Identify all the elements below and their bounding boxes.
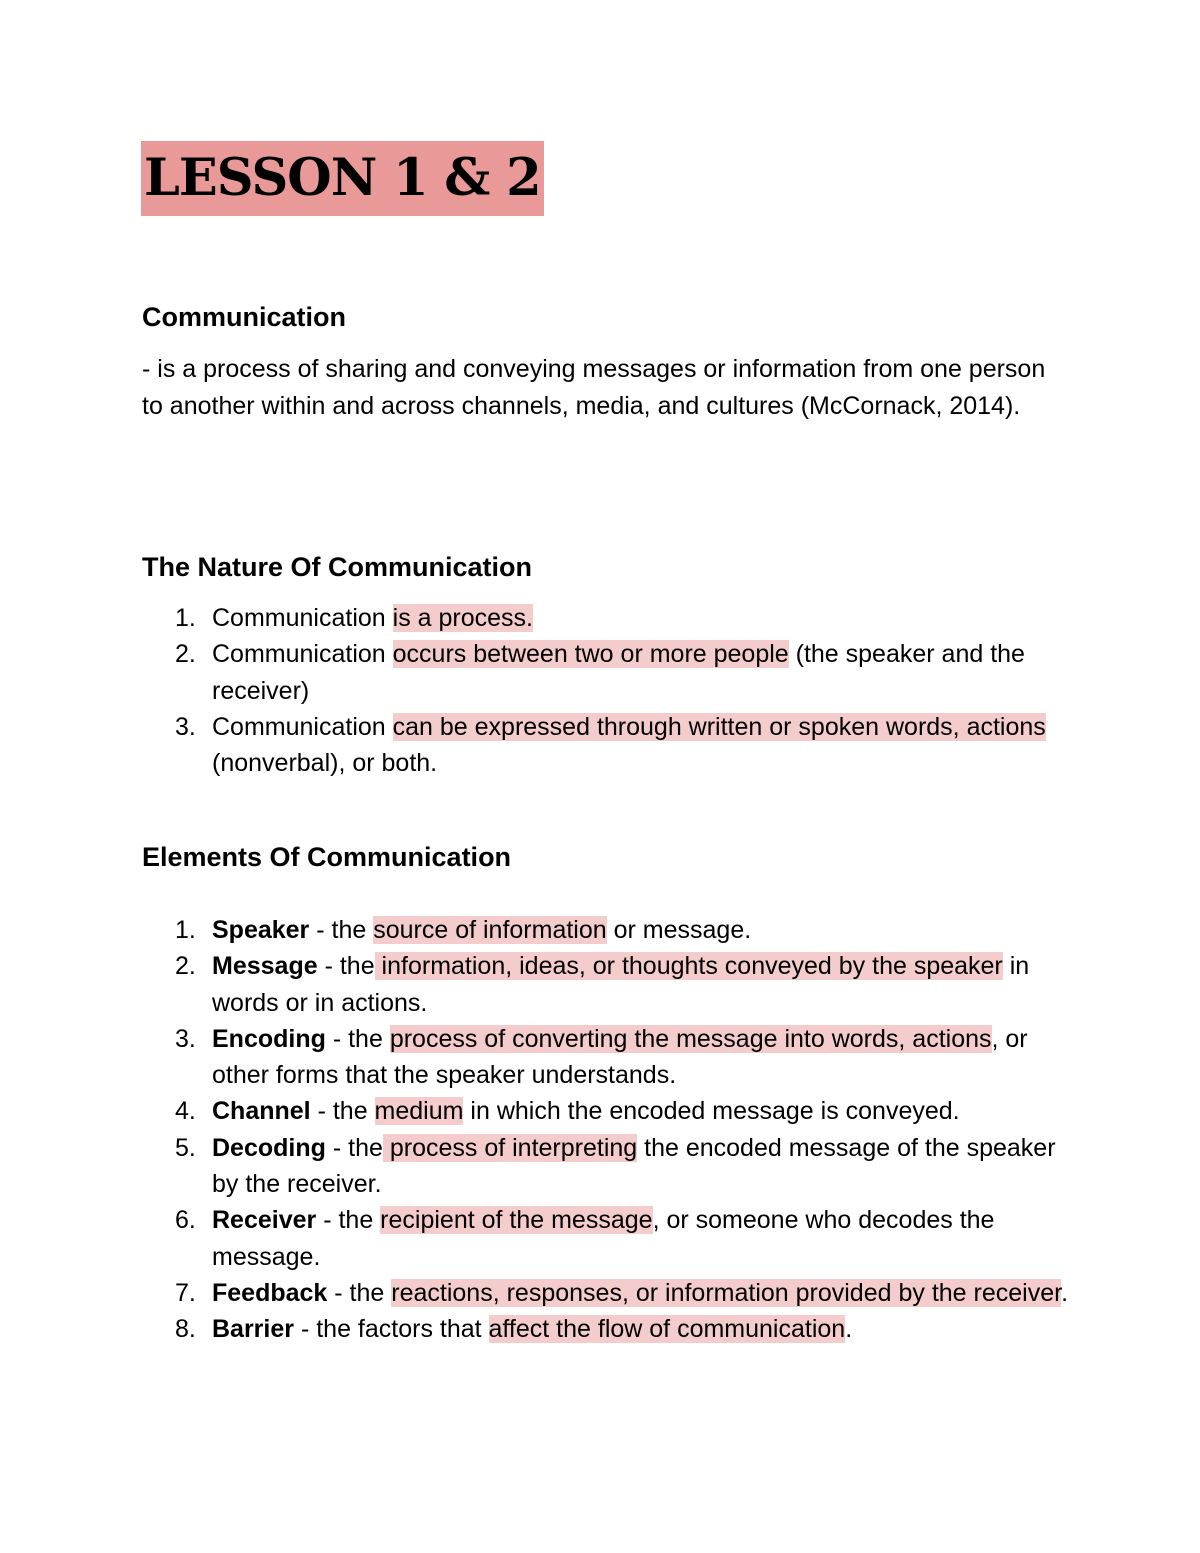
highlighted-text: source of information xyxy=(373,916,607,944)
list-item xyxy=(142,912,1072,948)
item-text: - the xyxy=(327,1278,392,1307)
item-text: in which the encoded message is conveyed. xyxy=(463,1097,960,1126)
highlighted-text: affect the flow of communication xyxy=(488,1315,846,1344)
list-item xyxy=(142,948,1072,1021)
list-number: 5. xyxy=(175,1133,196,1162)
term-label: Message xyxy=(212,952,318,981)
item-text: or message. xyxy=(606,916,752,944)
list-item xyxy=(142,636,1072,709)
item-text: - the xyxy=(316,1206,381,1235)
highlighted-text: recipient of the message xyxy=(380,1206,653,1235)
term-label: Speaker xyxy=(212,916,310,944)
list-item xyxy=(142,709,1072,782)
item-text: - the xyxy=(325,1133,383,1162)
list-number: 8. xyxy=(175,1315,196,1344)
heading-communication: Communication xyxy=(142,302,347,332)
highlighted-text: process of converting the message into words, actions xyxy=(389,1024,992,1053)
term-label: Encoding xyxy=(212,1024,326,1053)
elements-list xyxy=(142,912,1072,1348)
list-number: 3. xyxy=(175,1024,196,1053)
nature-list xyxy=(142,600,1072,781)
item-text: - the factors that xyxy=(294,1315,489,1344)
item-text: , or other forms that the speaker understands. xyxy=(212,1024,1028,1090)
highlighted-text: reactions, responses, or information provided by the receiver xyxy=(391,1278,1062,1307)
item-text: , or someone who decodes the message. xyxy=(212,1206,995,1271)
term-label: Channel xyxy=(212,1097,311,1126)
term-label: Barrier xyxy=(212,1315,294,1344)
item-text: - the xyxy=(317,952,375,981)
term-label: Feedback xyxy=(212,1278,328,1307)
list-number: 2. xyxy=(175,640,196,669)
heading-elements: Elements Of Communication xyxy=(142,842,512,872)
list-number: 2. xyxy=(175,952,196,981)
list-number: 4. xyxy=(175,1097,196,1126)
item-text: in words or in actions. xyxy=(212,952,1030,1017)
term-label: Decoding xyxy=(212,1133,326,1162)
item-text: the encoded message of the speaker by the receiver. xyxy=(212,1133,1056,1199)
item-text: Communication xyxy=(212,712,393,741)
list-item xyxy=(142,1202,1072,1275)
list-item xyxy=(142,1021,1072,1094)
list-item xyxy=(142,1275,1072,1311)
highlighted-text: occurs between two or more people xyxy=(392,640,789,669)
highlighted-text: can be expressed through written or spoken words, actions xyxy=(392,712,1046,741)
highlighted-text: medium xyxy=(374,1097,464,1126)
item-text: Communication xyxy=(212,640,393,669)
highlighted-text: is a process. xyxy=(392,604,533,632)
item-text: (nonverbal), or both. xyxy=(212,749,438,778)
list-number: 1. xyxy=(175,916,196,944)
item-text: . xyxy=(1061,1278,1069,1307)
highlighted-text: process of interpreting xyxy=(382,1133,638,1162)
term-label: Receiver xyxy=(212,1206,317,1235)
list-item xyxy=(142,1311,1072,1347)
list-number: 7. xyxy=(175,1278,196,1307)
list-item xyxy=(142,1093,1072,1129)
list-item xyxy=(142,600,1072,636)
highlighted-text: information, ideas, or thoughts conveyed by the speaker xyxy=(374,952,1003,981)
item-text: - the xyxy=(309,916,374,944)
communication-definition: - is a process of sharing and conveying messages or information from one person to another within and across channels, media, and cultures (McCornack, 2014). xyxy=(142,355,1046,420)
item-text: (the speaker and the receiver) xyxy=(212,640,1025,705)
item-text: - the xyxy=(325,1024,390,1053)
page-title: LESSON 1 & 2 xyxy=(141,141,544,216)
list-number: 3. xyxy=(175,712,196,741)
item-text: . xyxy=(845,1315,853,1344)
item-text: - the xyxy=(310,1097,375,1126)
list-number: 6. xyxy=(175,1206,196,1235)
list-number: 1. xyxy=(175,604,196,632)
item-text: Communication xyxy=(212,604,393,632)
heading-nature: The Nature Of Communication xyxy=(142,552,533,582)
list-item xyxy=(142,1130,1072,1203)
